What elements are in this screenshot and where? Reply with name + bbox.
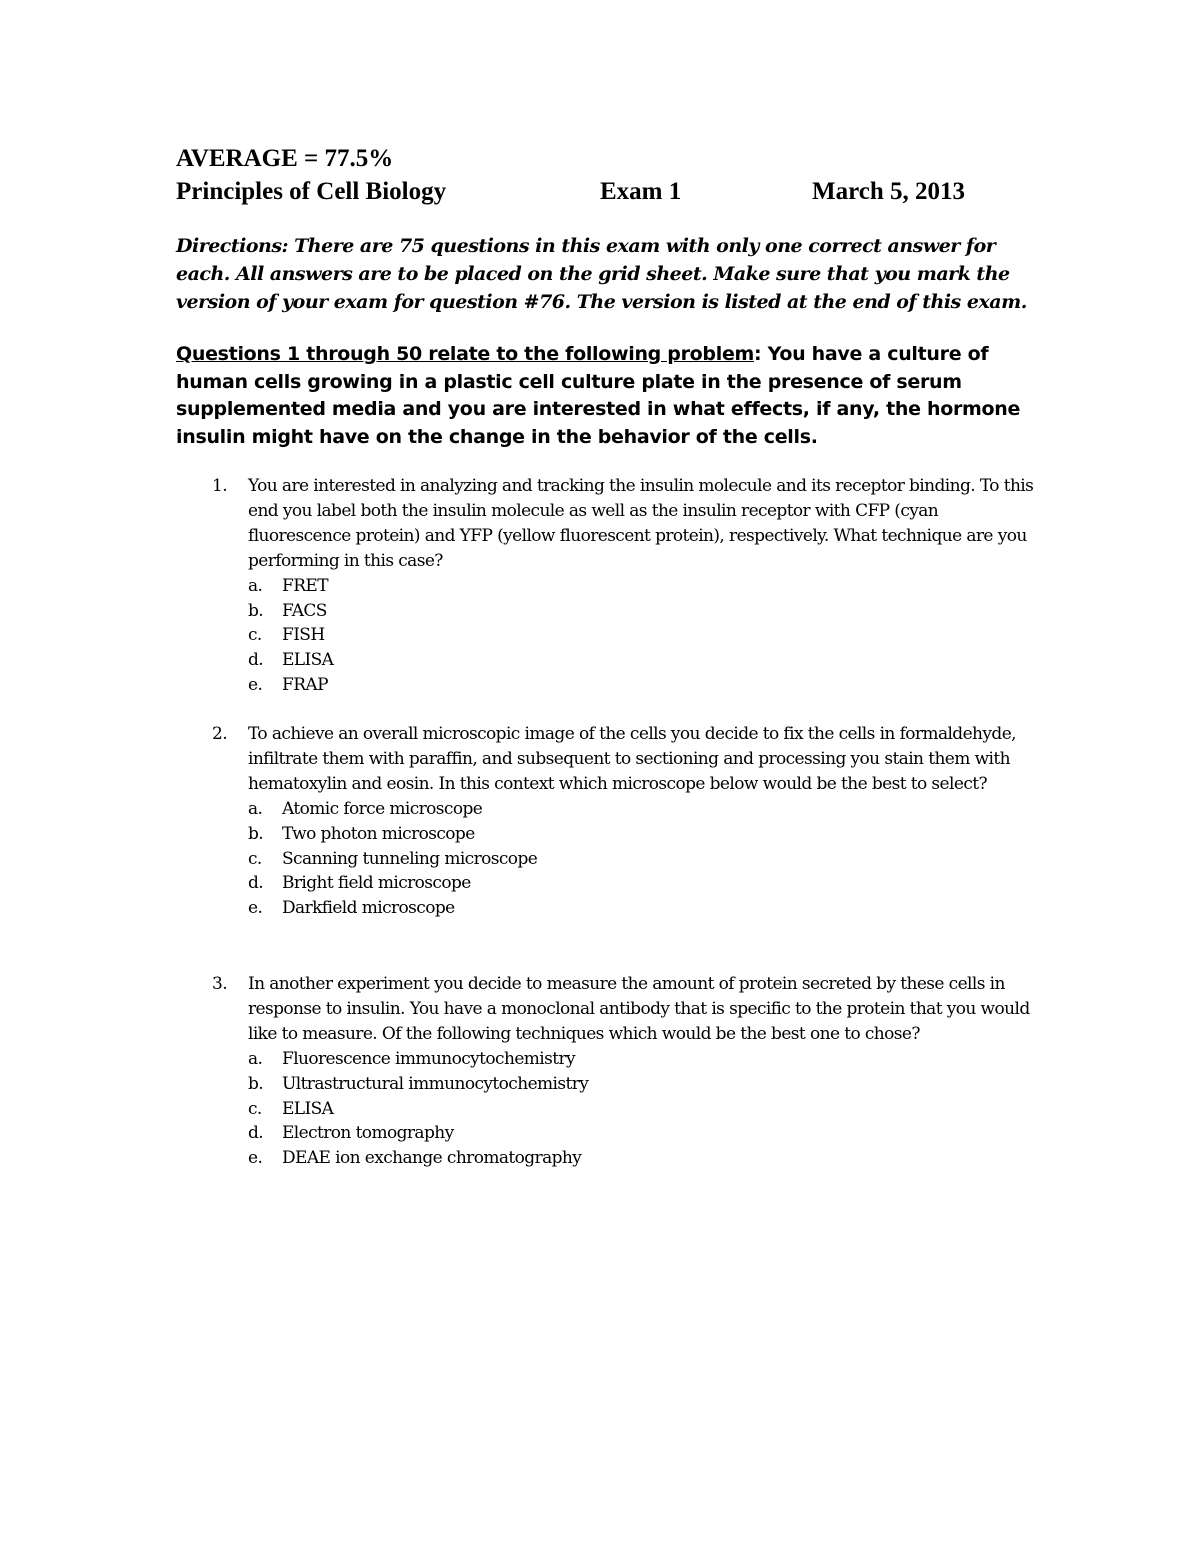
choice-text: ELISA	[282, 650, 334, 671]
answer-choice-d	[212, 648, 1042, 673]
answer-choices	[212, 574, 1042, 698]
choice-text: FRAP	[282, 675, 328, 696]
choice-text: Electron tomography	[282, 1123, 454, 1144]
problem-colon: :	[754, 343, 762, 365]
choice-letter: e.	[248, 1148, 263, 1169]
choice-letter: d.	[248, 873, 264, 894]
choice-letter: c.	[248, 625, 262, 646]
question-number: 1.	[212, 476, 228, 496]
problem-lead: Questions 1 through 50 relate to the following problem	[176, 343, 755, 365]
answer-choice-d	[212, 1121, 1042, 1146]
directions-text: Directions: There are 75 questions in this exam with only one correct answer for each. All answers are to be placed on the grid sheet. Make sure that you mark the version of your exam for question #76. The version is listed at the end of this exam.	[176, 235, 1027, 313]
choice-text: FISH	[282, 625, 325, 646]
choice-text: Atomic force microscope	[282, 798, 483, 819]
choice-text: Scanning tunneling microscope	[282, 848, 538, 869]
answer-choice-b	[212, 599, 1042, 624]
answer-choice-e	[212, 896, 1042, 921]
choice-text: Darkfield microscope	[282, 898, 455, 919]
answer-choice-d	[212, 871, 1042, 896]
question-2	[212, 722, 1042, 921]
average-score: AVERAGE = 77.5%	[176, 145, 394, 172]
choice-text: Fluorescence immunocytochemistry	[282, 1048, 576, 1069]
choice-letter: b.	[248, 1073, 264, 1094]
choice-letter: d.	[248, 1123, 264, 1144]
exam-label: Exam 1	[600, 178, 682, 205]
question-text: To achieve an overall microscopic image of the cells you decide to fix the cells in formaldehyde, infiltrate them with paraffin, and subsequent to sectioning and processing you stain them with hematoxylin and eosin. In this context which microscope below would be the best to select?	[248, 724, 1016, 794]
choice-letter: a.	[248, 798, 263, 819]
choice-letter: c.	[248, 1098, 262, 1119]
question-number: 3.	[212, 974, 228, 994]
choice-letter: e.	[248, 898, 263, 919]
choice-letter: d.	[248, 650, 264, 671]
answer-choice-a	[212, 797, 1042, 822]
question-1	[212, 474, 1042, 698]
choice-letter: b.	[248, 823, 264, 844]
choice-text: FRET	[282, 575, 328, 596]
choice-letter: c.	[248, 848, 262, 869]
problem-text: You have a culture of human cells growing in a plastic cell culture plate in the presence of serum supplemented media and you are interested in what effects, if any, the hormone insulin might have on the change in the behavior of the cells.	[176, 343, 1021, 448]
choice-letter: b.	[248, 600, 264, 621]
choice-text: FACS	[282, 600, 327, 621]
choice-letter: e.	[248, 675, 263, 696]
course-title: Principles of Cell Biology	[176, 178, 447, 205]
question-3	[212, 972, 1042, 1171]
choice-text: Two photon microscope	[282, 823, 475, 844]
choice-letter: a.	[248, 575, 263, 596]
choice-text: DEAE ion exchange chromatography	[282, 1148, 582, 1169]
exam-title-row	[176, 176, 1036, 208]
answer-choices	[212, 797, 1042, 921]
choice-text: Ultrastructural immunocytochemistry	[282, 1073, 589, 1094]
choice-text: ELISA	[282, 1098, 334, 1119]
exam-date: March 5, 2013	[812, 178, 965, 205]
answer-choice-c	[212, 847, 1042, 872]
choice-text: Bright field microscope	[282, 873, 471, 894]
answer-choices	[212, 1047, 1042, 1171]
problem-statement	[176, 341, 1026, 451]
answer-choice-a	[212, 574, 1042, 599]
question-text: You are interested in analyzing and tracking the insulin molecule and its receptor binding. To this end you label both the insulin molecule as well as the insulin receptor with CFP (cyan fluorescence protein) and YFP (yellow fluorescent protein), respectively. What technique are you performing in this case?	[248, 476, 1034, 571]
answer-choice-b	[212, 1072, 1042, 1097]
choice-letter: a.	[248, 1048, 263, 1069]
answer-choice-c	[212, 1097, 1042, 1122]
question-number: 2.	[212, 724, 228, 744]
answer-choice-e	[212, 673, 1042, 698]
answer-choice-c	[212, 623, 1042, 648]
answer-choice-b	[212, 822, 1042, 847]
answer-choice-e	[212, 1146, 1042, 1171]
answer-choice-a	[212, 1047, 1042, 1072]
question-text: In another experiment you decide to measure the amount of protein secreted by these cells in response to insulin. You have a monoclonal antibody that is specific to the protein that you would like to measure. Of the following techniques which would be the best one to chose?	[248, 974, 1030, 1044]
